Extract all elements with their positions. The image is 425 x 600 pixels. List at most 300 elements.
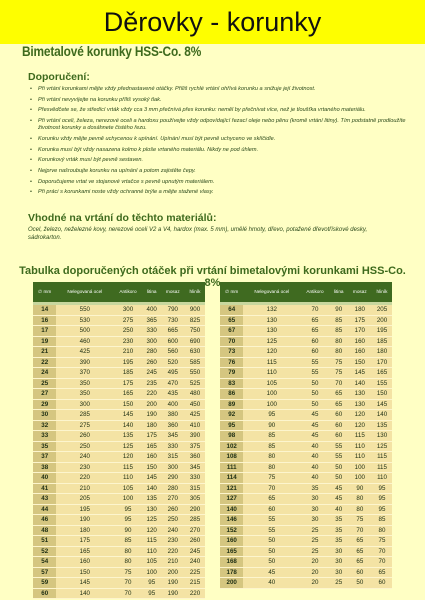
column-header: Antikoro (300, 282, 330, 302)
rpm-cell: 90 (113, 526, 143, 537)
rpm-cell: 350 (56, 379, 113, 390)
rpm-cell: 160 (348, 337, 372, 348)
diameter-cell: 65 (220, 316, 243, 327)
table-row (220, 337, 392, 348)
rpm-cell: 35 (330, 536, 348, 547)
table-row (33, 316, 205, 327)
recommendation-item: • Při vrtání nevyvíjejte na korunku příliš vysoký tlak. (30, 97, 410, 104)
rpm-cell: 210 (161, 557, 185, 568)
rpm-cell: 135 (113, 431, 143, 442)
rpm-cell: 115 (348, 431, 372, 442)
rpm-cell: 210 (113, 347, 143, 358)
diameter-cell: 168 (220, 557, 243, 568)
rpm-cell: 30 (300, 494, 330, 505)
table-row (220, 463, 392, 474)
rpm-cell: 80 (348, 505, 372, 516)
rpm-cell: 180 (56, 526, 113, 537)
rpm-cell: 260 (56, 431, 113, 442)
rpm-cell: 50 (243, 547, 300, 558)
rpm-cell: 495 (161, 368, 185, 379)
rpm-cell: 730 (161, 316, 185, 327)
rpm-cell: 45 (330, 494, 348, 505)
rpm-cell: 80 (372, 526, 392, 537)
rpm-cell: 80 (243, 452, 300, 463)
rpm-cell: 345 (185, 463, 205, 474)
rpm-cell: 35 (330, 526, 348, 537)
rpm-cell: 220 (185, 589, 205, 600)
diameter-cell: 92 (220, 410, 243, 421)
rpm-cell: 105 (143, 557, 161, 568)
rpm-cell: 290 (161, 473, 185, 484)
table-row (220, 505, 392, 516)
rpm-cell: 80 (330, 347, 348, 358)
diameter-cell: 16 (33, 316, 56, 327)
table-row (33, 358, 205, 369)
rpm-cell: 330 (185, 473, 205, 484)
table-row (33, 526, 205, 537)
rpm-cell: 140 (113, 421, 143, 432)
rpm-cell: 85 (372, 515, 392, 526)
rpm-cell: 330 (143, 326, 161, 337)
rpm-cell: 150 (56, 568, 113, 579)
table-row (220, 473, 392, 484)
rpm-cell: 250 (113, 326, 143, 337)
diameter-cell: 79 (220, 368, 243, 379)
rpm-cell: 130 (348, 400, 372, 411)
rpm-cell: 235 (143, 379, 161, 390)
rpm-cell: 105 (113, 484, 143, 495)
recommendation-item: • Při práci s korunkami noste vždy ochranné brýle a mějte stažené vlasy. (30, 189, 410, 196)
rpm-cell: 95 (143, 578, 161, 589)
rpm-cell: 132 (243, 305, 300, 316)
table-header-row (220, 282, 392, 302)
column-header: Nelegovaná ocel (56, 282, 113, 302)
rpm-cell: 160 (56, 557, 113, 568)
rpm-cell: 70 (348, 526, 372, 537)
rpm-cell: 65 (348, 536, 372, 547)
recommendation-item: • Korunka musí být vždy nasazena kolmo k ploše vrtaného materiálu. Nikdy ne pod úhlem. (30, 147, 410, 154)
rpm-cell: 90 (330, 305, 348, 316)
rpm-cell: 90 (348, 484, 372, 495)
rpm-cell: 250 (161, 515, 185, 526)
rpm-cell: 690 (185, 337, 205, 348)
rpm-cell: 95 (372, 484, 392, 495)
rpm-cell: 665 (161, 326, 185, 337)
rpm-cell: 30 (300, 505, 330, 516)
rpm-cell: 60 (330, 410, 348, 421)
table-row (33, 568, 205, 579)
rpm-cell: 110 (113, 473, 143, 484)
table-row (33, 505, 205, 516)
diameter-cell: 22 (33, 358, 56, 369)
diameter-cell: 40 (33, 473, 56, 484)
diameter-cell: 59 (33, 578, 56, 589)
diameter-cell: 102 (220, 442, 243, 453)
rpm-cell: 80 (330, 337, 348, 348)
rpm-cell: 530 (56, 316, 113, 327)
table-row (33, 494, 205, 505)
table-row (220, 526, 392, 537)
diameter-cell: 46 (33, 515, 56, 526)
table-row (220, 326, 392, 337)
table-row (220, 547, 392, 558)
rpm-cell: 80 (243, 463, 300, 474)
table-row (33, 337, 205, 348)
rpm-cell: 825 (185, 316, 205, 327)
table-row (220, 421, 392, 432)
recommendation-item: • Při vrtání korunkami mějte vždy přednastavené otáčky. Příliš rychlé vrtání ohřívá korunku a snižuje její životnost. (30, 86, 410, 93)
rpm-cell: 230 (161, 536, 185, 547)
recommendation-item: • Doporučujeme vrtat ve stojanové vrtačce s pevně upnutým materiálem. (30, 179, 410, 186)
rpm-cell: 345 (161, 431, 185, 442)
rpm-table-left (33, 282, 205, 599)
diameter-cell: 33 (33, 431, 56, 442)
rpm-cell: 375 (185, 442, 205, 453)
rpm-cell: 50 (300, 379, 330, 390)
diameter-cell: 67 (220, 326, 243, 337)
rpm-cell: 80 (113, 547, 143, 558)
rpm-cell: 70 (372, 557, 392, 568)
rpm-cell: 70 (243, 484, 300, 495)
rpm-cell: 240 (56, 452, 113, 463)
rpm-cell: 55 (300, 368, 330, 379)
rpm-cell: 350 (56, 389, 113, 400)
recommendations-list (30, 86, 410, 200)
diameter-cell: 52 (33, 547, 56, 558)
recommendation-item: • Při vrtání oceli, železa, nerezové oceli a hardoxu používejte vždy odpovídající řezací oleje nebo pěnu (kromě vrtání litiny). Tím podstatně prodloužíte životnost korunky a dosáhnete čistého řezu. (30, 118, 410, 132)
rpm-cell: 45 (300, 431, 330, 442)
rpm-cell: 65 (300, 326, 330, 337)
table-row (33, 421, 205, 432)
rpm-cell: 95 (372, 505, 392, 516)
table-row (220, 410, 392, 421)
rpm-cell: 275 (56, 421, 113, 432)
rpm-cell: 130 (243, 316, 300, 327)
rpm-cell: 70 (300, 305, 330, 316)
column-header: Antikoro (113, 282, 143, 302)
rpm-cell: 240 (161, 526, 185, 537)
rpm-cell: 40 (300, 473, 330, 484)
rpm-cell: 270 (161, 494, 185, 505)
rpm-cell: 330 (161, 442, 185, 453)
rpm-cell: 120 (113, 452, 143, 463)
rpm-cell: 60 (300, 347, 330, 358)
rpm-cell: 60 (372, 578, 392, 589)
rpm-cell: 50 (243, 536, 300, 547)
rpm-cell: 75 (330, 358, 348, 369)
rpm-cell: 145 (56, 578, 113, 589)
rpm-cell: 50 (330, 463, 348, 474)
diameter-cell: 160 (220, 536, 243, 547)
rpm-cell: 95 (143, 589, 161, 600)
rpm-cell: 360 (185, 452, 205, 463)
rpm-cell: 165 (372, 368, 392, 379)
rpm-cell: 315 (161, 452, 185, 463)
table-row (33, 379, 205, 390)
rpm-cell: 280 (143, 347, 161, 358)
rpm-cell: 410 (185, 421, 205, 432)
rpm-cell: 65 (348, 547, 372, 558)
recommendation-item: • Přesvědčete se, že středící vrták vždy cca 3 mm přečnívá přes korunku: neměl by přečnívat více, než je tloušťka vrtaného materiálu. (30, 107, 410, 114)
rpm-cell: 100 (243, 400, 300, 411)
rpm-cell: 220 (143, 389, 161, 400)
table-row (33, 452, 205, 463)
rpm-cell: 60 (348, 568, 372, 579)
rpm-cell: 115 (143, 536, 161, 547)
rpm-cell: 60 (330, 431, 348, 442)
diameter-cell: 178 (220, 568, 243, 579)
rpm-cell: 300 (161, 463, 185, 474)
diameter-cell: 35 (33, 442, 56, 453)
table-row (33, 557, 205, 568)
rpm-cell: 70 (372, 547, 392, 558)
rpm-cell: 125 (243, 337, 300, 348)
rpm-cell: 30 (330, 547, 348, 558)
diameter-cell: 14 (33, 305, 56, 316)
rpm-cell: 225 (185, 568, 205, 579)
rpm-cell: 125 (372, 442, 392, 453)
rpm-cell: 95 (372, 494, 392, 505)
column-header: hliník (185, 282, 205, 302)
column-header: mosaz (348, 282, 372, 302)
rpm-cell: 370 (56, 368, 113, 379)
rpm-cell: 85 (330, 326, 348, 337)
rpm-cell: 305 (185, 494, 205, 505)
table-header-row (33, 282, 205, 302)
table-row (220, 515, 392, 526)
rpm-cell: 75 (348, 515, 372, 526)
rpm-cell: 35 (330, 515, 348, 526)
rpm-cell: 85 (330, 316, 348, 327)
rpm-cell: 195 (113, 358, 143, 369)
rpm-cell: 135 (143, 494, 161, 505)
rpm-cell: 100 (113, 494, 143, 505)
table-row (220, 578, 392, 589)
rpm-cell: 35 (300, 484, 330, 495)
rpm-cell: 470 (161, 379, 185, 390)
column-header: mosaz (161, 282, 185, 302)
rpm-cell: 200 (372, 316, 392, 327)
rpm-cell: 55 (300, 358, 330, 369)
rpm-cell: 100 (348, 473, 372, 484)
rpm-cell: 130 (243, 326, 300, 337)
rpm-cell: 300 (113, 305, 143, 316)
rpm-cell: 435 (161, 389, 185, 400)
rpm-cell: 70 (113, 578, 143, 589)
rpm-cell: 240 (185, 557, 205, 568)
rpm-cell: 250 (56, 442, 113, 453)
rpm-cell: 165 (56, 547, 113, 558)
rpm-cell: 80 (113, 557, 143, 568)
rpm-cell: 525 (185, 379, 205, 390)
rpm-cell: 115 (372, 452, 392, 463)
table-row (33, 431, 205, 442)
rpm-cell: 150 (143, 463, 161, 474)
table-row (33, 389, 205, 400)
materials-heading: Vhodné na vrtání do těchto materiálů: (28, 212, 217, 224)
rpm-cell: 60 (243, 505, 300, 516)
rpm-cell: 190 (161, 578, 185, 589)
table-row (33, 536, 205, 547)
rpm-cell: 115 (113, 463, 143, 474)
table-row (33, 484, 205, 495)
diameter-cell: 38 (33, 463, 56, 474)
table-row (220, 389, 392, 400)
diameter-cell: 48 (33, 526, 56, 537)
rpm-cell: 195 (372, 326, 392, 337)
diameter-cell: 57 (33, 568, 56, 579)
rpm-cell: 95 (113, 505, 143, 516)
rpm-cell: 75 (372, 536, 392, 547)
rpm-cell: 300 (143, 337, 161, 348)
rpm-cell: 125 (143, 515, 161, 526)
rpm-cell: 75 (243, 473, 300, 484)
rpm-cell: 215 (185, 578, 205, 589)
rpm-cell: 20 (300, 578, 330, 589)
rpm-cell: 300 (56, 400, 113, 411)
diameter-cell: 152 (220, 526, 243, 537)
diameter-cell: 37 (33, 452, 56, 463)
title-bar (0, 0, 425, 44)
rpm-cell: 390 (185, 431, 205, 442)
rpm-cell: 30 (330, 557, 348, 568)
table-row (33, 547, 205, 558)
rpm-cell: 195 (56, 505, 113, 516)
table-row (220, 568, 392, 579)
rpm-cell: 135 (372, 421, 392, 432)
diameter-cell: 108 (220, 452, 243, 463)
rpm-cell: 550 (185, 368, 205, 379)
column-header: litina (330, 282, 348, 302)
diameter-cell: 19 (33, 337, 56, 348)
rpm-cell: 30 (330, 568, 348, 579)
rpm-cell: 285 (56, 410, 113, 421)
rpm-cell: 60 (300, 337, 330, 348)
rpm-cell: 170 (348, 326, 372, 337)
table-row (33, 400, 205, 411)
rpm-cell: 200 (161, 568, 185, 579)
table-row (220, 347, 392, 358)
rpm-cell: 190 (161, 589, 185, 600)
table-row (220, 431, 392, 442)
recommendation-item: • Nejprve našroubujte korunku na upínání a potom zajistěte čepy. (30, 168, 410, 175)
rpm-cell: 180 (143, 421, 161, 432)
table-row (33, 589, 205, 600)
table-row (33, 473, 205, 484)
column-header: ∅ mm (33, 282, 56, 302)
rpm-cell: 65 (348, 557, 372, 568)
rpm-cell: 160 (348, 347, 372, 358)
rpm-cell: 115 (243, 358, 300, 369)
diameter-cell: 146 (220, 515, 243, 526)
diameter-cell: 27 (33, 389, 56, 400)
rpm-cell: 260 (185, 536, 205, 547)
diameter-cell: 21 (33, 347, 56, 358)
table-row (220, 400, 392, 411)
rpm-cell: 500 (56, 326, 113, 337)
rpm-cell: 230 (56, 463, 113, 474)
diameter-cell: 95 (220, 421, 243, 432)
column-header: Nelegovaná ocel (243, 282, 300, 302)
table-row (33, 410, 205, 421)
rpm-cell: 145 (143, 473, 161, 484)
rpm-cell: 65 (372, 568, 392, 579)
diameter-cell: 64 (220, 305, 243, 316)
table-row (220, 442, 392, 453)
rpm-cell: 205 (372, 305, 392, 316)
rpm-cell: 25 (300, 547, 330, 558)
rpm-cell: 110 (348, 442, 372, 453)
table-row (220, 536, 392, 547)
diameter-cell: 127 (220, 494, 243, 505)
table-row (33, 347, 205, 358)
rpm-cell: 85 (243, 442, 300, 453)
rpm-cell: 40 (330, 505, 348, 516)
rpm-cell: 40 (300, 442, 330, 453)
rpm-cell: 95 (113, 515, 143, 526)
diameter-cell: 111 (220, 463, 243, 474)
rpm-cell: 140 (348, 379, 372, 390)
rpm-cell: 165 (143, 442, 161, 453)
rpm-cell: 390 (56, 358, 113, 369)
rpm-cell: 75 (113, 568, 143, 579)
diameter-cell: 114 (220, 473, 243, 484)
rpm-cell: 45 (243, 568, 300, 579)
rpm-cell: 130 (348, 389, 372, 400)
rpm-cell: 520 (161, 358, 185, 369)
rpm-cell: 185 (372, 337, 392, 348)
table-row (220, 494, 392, 505)
diameter-cell: 32 (33, 421, 56, 432)
rpm-cell: 150 (372, 389, 392, 400)
rpm-cell: 315 (185, 484, 205, 495)
rpm-cell: 400 (161, 400, 185, 411)
rpm-cell: 70 (330, 379, 348, 390)
table-row (220, 305, 392, 316)
diameter-cell: 121 (220, 484, 243, 495)
rpm-cell: 175 (56, 536, 113, 547)
rpm-cell: 220 (161, 547, 185, 558)
table-row (220, 379, 392, 390)
diameter-cell: 98 (220, 431, 243, 442)
rpm-cell: 115 (372, 463, 392, 474)
rpm-cell: 45 (300, 410, 330, 421)
rpm-cell: 20 (300, 557, 330, 568)
rpm-cell: 175 (348, 316, 372, 327)
diameter-cell: 30 (33, 410, 56, 421)
diameter-cell: 70 (220, 337, 243, 348)
rpm-cell: 140 (56, 589, 113, 600)
rpm-cell: 150 (348, 358, 372, 369)
diameter-cell: 89 (220, 400, 243, 411)
rpm-cell: 460 (56, 337, 113, 348)
diameter-cell: 200 (220, 578, 243, 589)
rpm-cell: 30 (300, 515, 330, 526)
rpm-cell: 120 (143, 526, 161, 537)
rpm-cell: 40 (243, 578, 300, 589)
rpm-cell: 100 (348, 463, 372, 474)
rpm-cell: 45 (330, 484, 348, 495)
rpm-cell: 275 (113, 316, 143, 327)
diameter-cell: 51 (33, 536, 56, 547)
diameter-cell: 165 (220, 547, 243, 558)
diameter-cell: 140 (220, 505, 243, 516)
rpm-cell: 85 (243, 431, 300, 442)
rpm-cell: 450 (185, 400, 205, 411)
diameter-cell: 86 (220, 389, 243, 400)
rpm-cell: 600 (161, 337, 185, 348)
table-row (33, 578, 205, 589)
